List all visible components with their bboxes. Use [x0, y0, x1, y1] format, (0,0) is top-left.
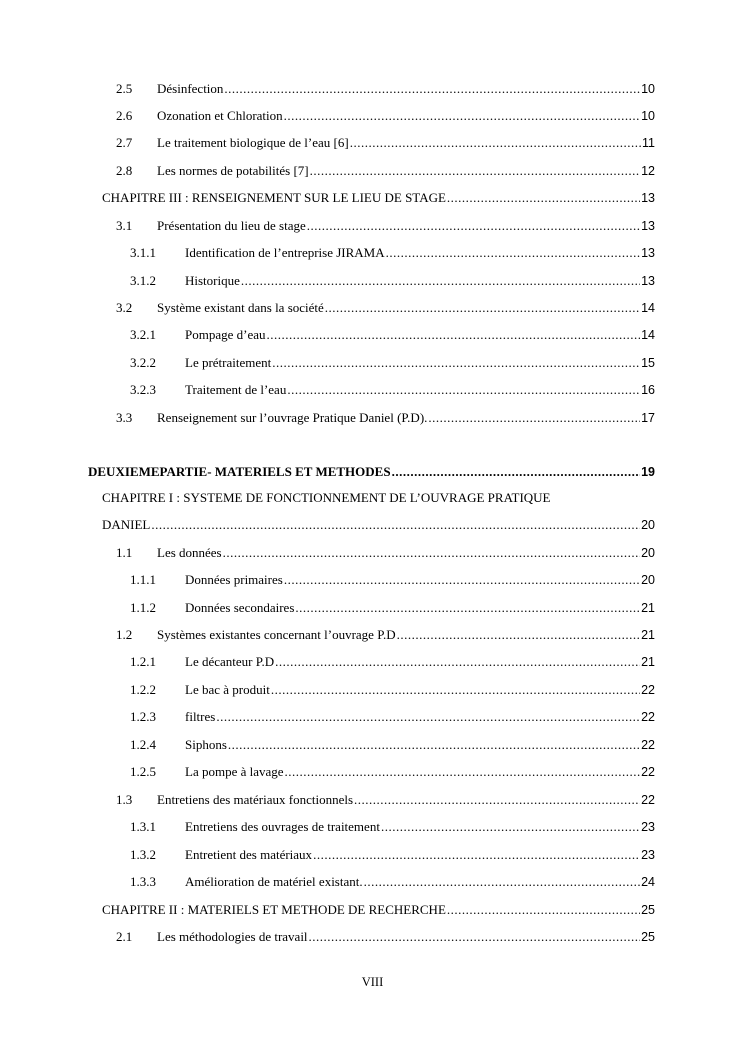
toc-entry-page: 21	[641, 655, 655, 669]
dot-leader	[228, 737, 640, 753]
dot-leader	[428, 410, 640, 426]
toc-entry[interactable]	[116, 410, 655, 426]
toc-entry-page: 25	[641, 903, 655, 917]
toc-entry-label: Les données	[157, 545, 222, 560]
toc-entry-label: Données primaires	[185, 572, 283, 587]
toc-entry-label: Les méthodologies de travail	[157, 929, 308, 944]
toc-entry-label: Le traitement biologique de l’eau [6]	[157, 135, 349, 150]
dot-leader	[381, 819, 640, 835]
toc-entry-label: Présentation du lieu de stage	[157, 218, 306, 233]
toc-entry-label: DEUXIEMEPARTIE- MATERIELS ET METHODES	[88, 464, 391, 479]
dot-leader	[364, 874, 640, 890]
toc-entry[interactable]	[116, 135, 655, 151]
toc-entry[interactable]	[130, 355, 655, 371]
toc-entry-number: 3.1	[116, 218, 133, 233]
toc-entry-label: Le prétraitement	[185, 355, 272, 370]
toc-entry-number: 2.1	[116, 929, 133, 944]
toc-entry-label: DANIEL	[102, 517, 151, 532]
toc-entry-label: CHAPITRE II : MATERIELS ET METHODE DE RECHERCHE	[102, 902, 446, 917]
dot-leader	[386, 245, 640, 261]
dot-leader	[310, 163, 640, 179]
toc-entry-page: 17	[641, 411, 655, 425]
toc-entry-label: Ozonation et Chloration	[157, 108, 283, 123]
toc-entry-label: CHAPITRE I : SYSTEME DE FONCTIONNEMENT DE L’OUVRAGE PRATIQUE	[102, 490, 551, 505]
toc-entry[interactable]	[130, 600, 655, 616]
dot-leader	[284, 108, 640, 124]
dot-leader	[284, 572, 640, 588]
toc-entry-label: filtres	[185, 709, 216, 724]
toc-entry-number: 2.5	[116, 81, 133, 96]
toc-entry-number: 1.3.3	[130, 874, 156, 889]
toc-entry-number: 3.3	[116, 410, 133, 425]
toc-part-entry[interactable]	[88, 464, 655, 480]
toc-chapter-entry[interactable]	[102, 902, 655, 918]
toc-entry-page: 23	[641, 848, 655, 862]
toc-entry[interactable]	[116, 929, 655, 945]
toc-entry-page: 10	[641, 82, 655, 96]
toc-entry[interactable]	[130, 764, 655, 780]
dot-leader	[325, 300, 640, 316]
toc-entry-number: 3.2	[116, 300, 133, 315]
toc-entry-label: Système existant dans la société	[157, 300, 324, 315]
dot-leader	[275, 654, 640, 670]
toc-entry-number: 1.3.1	[130, 819, 156, 834]
toc-entry-label: Siphons	[185, 737, 227, 752]
toc-entry-number: 1.3	[116, 792, 133, 807]
toc-entry-label: Données secondaires	[185, 600, 295, 615]
toc-entry-number: 1.1.2	[130, 600, 156, 615]
toc-entry-number: 2.8	[116, 163, 133, 178]
toc-entry-label: Désinfection	[157, 81, 224, 96]
toc-entry[interactable]	[130, 737, 655, 753]
toc-entry[interactable]	[130, 654, 655, 670]
dot-leader	[447, 190, 640, 206]
toc-entry-label: Identification de l’entreprise JIRAMA	[185, 245, 385, 260]
toc-entry-label: Systèmes existantes concernant l’ouvrage P.D	[157, 627, 396, 642]
toc-entry[interactable]	[130, 682, 655, 698]
dot-leader	[285, 764, 641, 780]
dot-leader	[287, 382, 640, 398]
toc-entry-label: Le bac à produit	[185, 682, 270, 697]
toc-entry[interactable]	[130, 874, 655, 890]
toc-entry-page: 10	[641, 109, 655, 123]
toc-entry-page: 19	[641, 465, 655, 479]
toc-entry-page: 13	[641, 274, 655, 288]
dot-leader	[267, 327, 641, 343]
toc-entry-page: 13	[641, 246, 655, 260]
toc-entry-label: Le décanteur P.D	[185, 654, 275, 669]
toc-entry[interactable]	[116, 792, 655, 808]
toc-entry[interactable]	[130, 709, 655, 725]
toc-entry-number: 1.2.5	[130, 764, 156, 779]
dot-leader	[241, 273, 640, 289]
toc-entry-number: 1.1	[116, 545, 133, 560]
toc-entry-page: 21	[641, 601, 655, 615]
toc-entry[interactable]	[130, 327, 655, 343]
dot-leader	[216, 709, 640, 725]
toc-entry-label: Historique	[185, 273, 240, 288]
dot-leader	[223, 545, 640, 561]
toc-entry-page: 24	[641, 875, 655, 889]
toc-entry-number: 1.2.3	[130, 709, 156, 724]
toc-entry-page: 20	[641, 546, 655, 560]
toc-entry-number: 3.1.1	[130, 245, 156, 260]
toc-entry[interactable]	[130, 273, 655, 289]
toc-entry-page: 16	[641, 383, 655, 397]
page-number: VIII	[361, 975, 384, 989]
toc-entry-page: 14	[641, 301, 655, 315]
toc-entry[interactable]	[116, 163, 655, 179]
toc-entry-page: 22	[641, 683, 655, 697]
dot-leader	[313, 847, 640, 863]
toc-entry-number: 3.2.1	[130, 327, 156, 342]
toc-entry-label: Entretient des matériaux	[185, 847, 313, 862]
toc-entry-page: 13	[641, 191, 655, 205]
toc-entry-label: La pompe à lavage	[185, 764, 284, 779]
toc-entry-page: 25	[641, 930, 655, 944]
toc-entry-page: 22	[641, 710, 655, 724]
toc-entry-number: 3.1.2	[130, 273, 156, 288]
toc-entry-page: 22	[641, 738, 655, 752]
toc-entry-number: 1.3.2	[130, 847, 156, 862]
dot-leader	[309, 929, 641, 945]
dot-leader	[397, 627, 640, 643]
dot-leader	[350, 135, 641, 151]
toc-entry-page: 20	[641, 518, 655, 532]
dot-leader	[272, 355, 640, 371]
toc-entry-page: 13	[641, 219, 655, 233]
toc-entry[interactable]	[116, 627, 655, 643]
toc-entry-page: 23	[641, 820, 655, 834]
toc-entry-page: 22	[641, 793, 655, 807]
toc-entry-label: Entretiens des ouvrages de traitement	[185, 819, 380, 834]
toc-chapter-entry[interactable]	[102, 190, 655, 206]
toc-entry-number: 2.7	[116, 135, 133, 150]
toc-entry-page: 12	[641, 164, 655, 178]
toc-entry-label: Entretiens des matériaux fonctionnels	[157, 792, 354, 807]
toc-entry[interactable]	[116, 545, 655, 561]
toc-entry-page: 20	[641, 573, 655, 587]
toc-entry-label: Les normes de potabilités [7]	[157, 163, 309, 178]
toc-entry-page: 14	[641, 328, 655, 342]
dot-leader	[392, 464, 641, 480]
dot-leader	[151, 517, 640, 533]
toc-chapter-entry[interactable]	[102, 517, 655, 533]
toc-entry[interactable]	[116, 108, 655, 124]
dot-leader	[307, 218, 640, 234]
toc-entry-number: 1.2.2	[130, 682, 156, 697]
toc-entry-number: 1.1.1	[130, 572, 156, 587]
toc-entry-label: Traitement de l’eau	[185, 382, 287, 397]
dot-leader	[447, 902, 640, 918]
dot-leader	[271, 682, 640, 698]
toc-chapter-title-line[interactable]	[102, 490, 551, 506]
dot-leader	[224, 81, 640, 97]
toc-entry-number: 3.2.2	[130, 355, 156, 370]
toc-entry[interactable]	[130, 572, 655, 588]
toc-entry[interactable]	[130, 245, 655, 261]
dot-leader	[354, 792, 640, 808]
toc-entry-label: Pompage d’eau	[185, 327, 266, 342]
toc-entry[interactable]	[130, 847, 655, 863]
toc-entry-page: 15	[641, 356, 655, 370]
toc-entry-number: 3.2.3	[130, 382, 156, 397]
toc-entry-label: Amélioration de matériel existant.	[185, 874, 363, 889]
toc-entry-number: 1.2.4	[130, 737, 156, 752]
dot-leader	[295, 600, 640, 616]
toc-entry-number: 1.2.1	[130, 654, 156, 669]
toc-entry[interactable]	[130, 382, 655, 398]
toc-entry-page: 11	[642, 136, 655, 150]
toc-entry[interactable]	[116, 300, 655, 316]
toc-entry[interactable]	[116, 81, 655, 97]
toc-entry[interactable]	[130, 819, 655, 835]
toc-entry-number: 2.6	[116, 108, 133, 123]
toc-entry-label: CHAPITRE III : RENSEIGNEMENT SUR LE LIEU DE STAGE	[102, 190, 446, 205]
toc-entry-label: Renseignement sur l’ouvrage Pratique Daniel (P.D).	[157, 410, 428, 425]
toc-entry-number: 1.2	[116, 627, 133, 642]
toc-entry-page: 22	[641, 765, 655, 779]
toc-entry-page: 21	[641, 628, 655, 642]
toc-entry[interactable]	[116, 218, 655, 234]
